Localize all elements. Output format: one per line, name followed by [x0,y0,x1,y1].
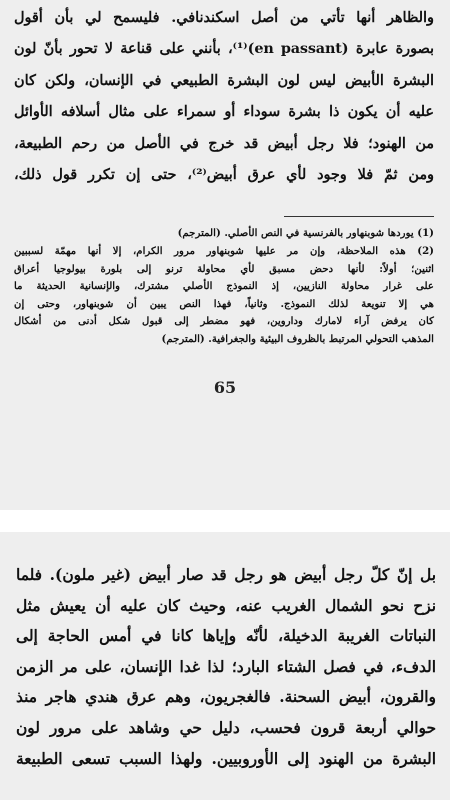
text-line: البشرة الأبيض ليس لون البشرة الطبيعي في الإنسان، ولكن كان [14,71,434,89]
footnote-line: كان يرفض آراء لامارك وداروين، فهو مضطر إلى قبول شكل أدنى من أشكال [14,315,434,328]
main-text [14,2,434,190]
text-line: النباتات الغريبة الدخيلة، لأنّه وإياها كانا في أمس الحاجة إلى [16,627,436,646]
main-text [16,560,436,774]
text-line: بصورة عابرة (en passant)⁽¹⁾، بأنني على قناعة لا تحور بأنّ لون [14,40,434,58]
page-gap [0,510,450,532]
footnote-line: (2) هذه الملاحظة، وإن مر عليها شوبنهاور مرور الكرام، إلا أنها مهمّة لسببين [14,244,434,257]
text-line: والقرون، أبيض السحنة. فالغجريون، وهم عرق هندي هاجر منذ [16,688,436,707]
text-line: حوالي أربعة قرون فحسب، دليل حي وشاهد على مرور لون [16,718,436,737]
page-number: 65 [213,378,237,397]
footnote-line: هي إلا تنويعة لذلك النموذج. وثانياً، فهذا النص يبين أن شوبنهاور، وحتى إن [14,297,434,310]
footnote-separator [284,216,434,217]
text-line: بل إنّ كلّ رجل أبيض هو رجل قد صار أبيض (غير ملون). فلما [16,566,436,584]
footnote-line: على غرار محاولة النازيين، إذ النموذج الأصلي مشترك، والإنسانية الحديثة ما [14,280,434,293]
text-line: من الهنود؛ فلا رجل أبيض قد خرج في الأصل من رحم الطبيعة، [14,134,434,152]
text-line: والظاهر أنها تأتي من أصل اسكندنافي. فليسمح لي بأن أقول [14,9,434,26]
text-line: عليه أن يكون ذا بشرة سوداء أو سمراء على مثال أسلافه الأوائل [14,103,434,121]
text-line: البشرة من الهنود إلى الأوروبيين. ولهذا السبب تسعى الطبيعة [16,749,436,768]
text-line: ومن ثمّ فلا وجود لأي عرق أبيض⁽²⁾، حتى إن تكرر قول ذلك، [14,165,434,183]
bottom-book-page [0,532,450,800]
text-line: نزح نحو الشمال الغريب عنه، وحيث كان عليه أن يعيش مثل [16,596,436,615]
footnote-line: (1) يوردها شوبنهاور بالفرنسية في النص الأصلي. (المترجم) [177,227,434,240]
footnotes [14,225,434,348]
footnote-line: المذهب التحولي المرتبط بالظروف البيئية والجغرافية. (المترجم) [161,332,434,345]
text-line: الدفء، في فصل الشتاء البارد؛ لذا غدا الإنسان، على مر الزمن [16,657,436,676]
footnote-line: اثنين؛ أولاً: لأنها دحض مسبق لأي محاولة ترنو إلى بلورة بيولوجيا أعراق [14,262,434,275]
